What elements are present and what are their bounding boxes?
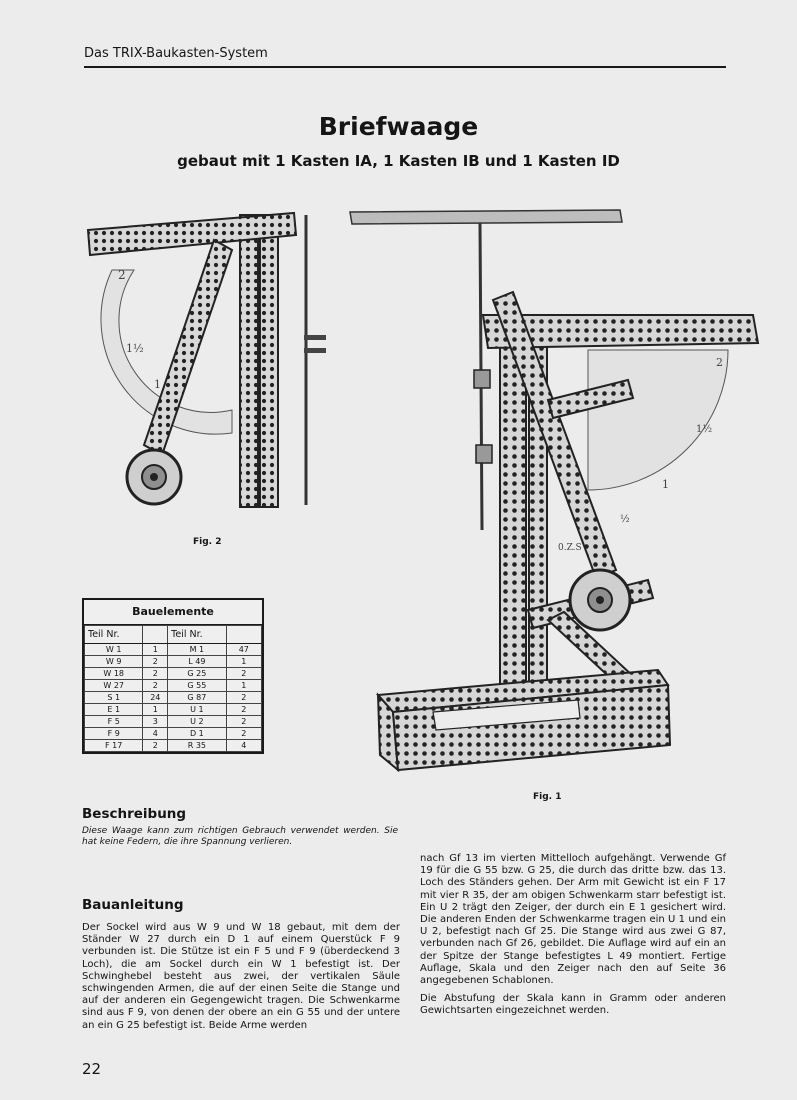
table-row [85, 668, 262, 680]
part-quantity: 2 [143, 668, 168, 680]
part-quantity: 2 [226, 716, 261, 728]
description-heading: Beschreibung [82, 806, 187, 822]
page-number: 22 [82, 1060, 102, 1078]
part-quantity: 1 [143, 644, 168, 656]
instructions-heading: Bauanleitung [82, 897, 184, 913]
fig1-scale-label: ½ [620, 514, 630, 525]
fig1-scale-label: 2 [716, 356, 723, 369]
part-number: R 35 [168, 740, 226, 752]
table-row [85, 740, 262, 752]
part-quantity: 4 [226, 740, 261, 752]
page-subtitle: gebaut mit 1 Kasten IA, 1 Kasten IB und 1 Kasten ID [177, 152, 620, 170]
instructions-column-right [420, 853, 726, 1024]
figure-1-caption: Fig. 1 [533, 792, 562, 802]
part-quantity: 1 [143, 704, 168, 716]
table-row [85, 728, 262, 740]
part-number: U 2 [168, 716, 226, 728]
part-number: E 1 [85, 704, 143, 716]
fig1-scale-label: 1½ [696, 424, 713, 435]
figure-2-caption: Fig. 2 [193, 537, 222, 547]
part-number: M 1 [168, 644, 226, 656]
part-quantity: 2 [226, 728, 261, 740]
part-number: L 49 [168, 656, 226, 668]
part-quantity: 1 [226, 680, 261, 692]
fig2-scale-label: 1½ [126, 342, 144, 355]
part-number: U 1 [168, 704, 226, 716]
table-row [85, 644, 262, 656]
part-number: F 9 [85, 728, 143, 740]
part-number: S 1 [85, 692, 143, 704]
part-number: G 25 [168, 668, 226, 680]
parts-table-title: Bauelemente [84, 600, 262, 625]
part-number: D 1 [168, 728, 226, 740]
description-text: Diese Waage kann zum richtigen Gebrauch verwendet werden. Sie hat keine Federn, die ihre Spannung verlieren. [82, 826, 398, 847]
part-number: W 1 [85, 644, 143, 656]
part-quantity: 2 [143, 740, 168, 752]
part-number: F 5 [85, 716, 143, 728]
running-header: Das TRIX-Baukasten-System [84, 46, 268, 61]
figure-2-photo [84, 205, 334, 515]
part-number: G 87 [168, 692, 226, 704]
part-quantity: 3 [143, 716, 168, 728]
page-title: Briefwaage [318, 112, 479, 141]
table-row [85, 680, 262, 692]
part-number: F 17 [85, 740, 143, 752]
part-quantity: 2 [226, 692, 261, 704]
part-quantity: 24 [143, 692, 168, 704]
col-header-part-left: Teil Nr. [85, 626, 143, 644]
part-quantity: 2 [226, 704, 261, 716]
instructions-text-left: Der Sockel wird aus W 9 und W 18 gebaut, mit dem der Ständer W 27 durch ein D 1 auf einem Querstück F 9 verbunden ist. Die Stütze ist ein F 5 und F 9 (überdeckend 3 Loch), die am Sockel durch ein W 1 befestigt ist. Der Schwinghebel besteht aus zwei, der vertikalen Säule schwingenden Armen, die auf der einen Seite die Stange und auf der anderen ein Gegengewicht tragen. Die Schwenkarme sind aus F 9, von denen der obere an ein G 55 und der untere an ein G 25 befestigt ist. Beide Arme werden [82, 922, 400, 1031]
instructions-text-note: Die Abstufung der Skala kann in Gramm oder anderen Gewichtsarten eingezeichnet werden. [420, 993, 726, 1017]
part-number: W 9 [85, 656, 143, 668]
part-number: W 18 [85, 668, 143, 680]
part-number: W 27 [85, 680, 143, 692]
part-number: G 55 [168, 680, 226, 692]
fig2-scale-label: 1 [154, 378, 161, 391]
table-row [85, 716, 262, 728]
part-quantity: 2 [143, 656, 168, 668]
part-quantity: 4 [143, 728, 168, 740]
part-quantity: 1 [226, 656, 261, 668]
part-quantity: 47 [226, 644, 261, 656]
part-quantity: 2 [226, 668, 261, 680]
table-row [85, 692, 262, 704]
col-header-part-right: Teil Nr. [168, 626, 226, 644]
fig2-scale-label: 2 [118, 268, 126, 282]
header-rule [84, 66, 726, 68]
col-header-qty-left [143, 626, 168, 644]
part-quantity: 2 [143, 680, 168, 692]
table-row [85, 656, 262, 668]
fig1-scale-label: 0.Z.S [558, 543, 582, 553]
fig1-scale-label: 1 [662, 478, 669, 491]
table-row [85, 704, 262, 716]
instructions-text-right: nach Gf 13 im vierten Mittelloch aufgehängt. Verwende Gf 19 für die G 55 bzw. G 25, die durch das dritte bzw. das 13. Loch des Ständers gehen. Der Arm mit Gewicht ist ein F 17 mit vier R 35, der am obigen Schwenkarm starr befestigt ist. Ein U 2 trägt den Zeiger, der durch ein E 1 gesichert wird. Die anderen Enden der Schwenkarme tragen ein U 1 und ein U 2, befestigt nach Gf 25. Die Stange wird aus zwei G 87, verbunden nach Gf 26, gebildet. Die Auflage wird auf ein an der Spitze der Stange befestigtes L 49 montiert. Fertige Auflage, Skala und den Zeiger nach den auf Seite 36 angegebenen Schablonen. [420, 853, 726, 987]
col-header-qty-right [226, 626, 261, 644]
figure-1-photo [348, 200, 768, 785]
parts-table [82, 598, 264, 754]
